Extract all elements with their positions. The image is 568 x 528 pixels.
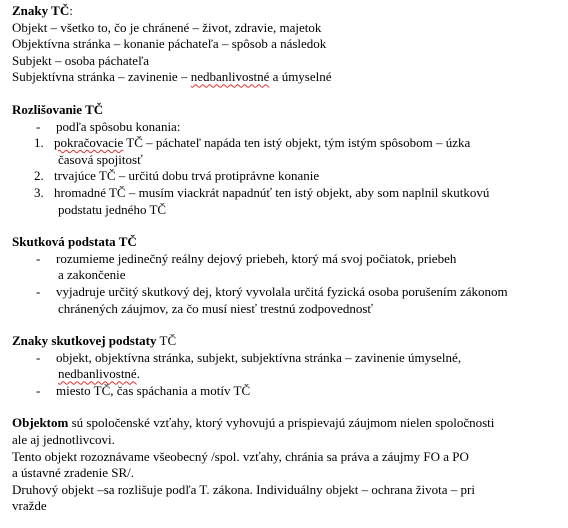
paragraph-line: ale aj jednotlivcovi.	[12, 432, 115, 448]
list-item-text: rozumieme jedinečný reálny dejový priebeh, ktorý má svoj počiatok, priebeh	[56, 250, 457, 266]
list-item-text: trvajúce TČ – určitú dobu trvá protiprávne konanie	[54, 168, 320, 184]
section-heading-rozlisovanie: Rozlišovanie TČ	[12, 101, 104, 117]
paragraph-line: Objekt – všetko to, čo je chránené – život, zdravie, majetok	[12, 19, 322, 35]
paragraph-line: a ústavné zradenie SR/.	[12, 465, 135, 481]
heading-suffix: :	[69, 3, 73, 18]
paragraph-line	[12, 415, 564, 432]
text-segment: sú spoločenské vzťahy, ktorý vyhovujú a prispievajú záujmom nielen spoločnosti	[68, 415, 495, 431]
list-item-continuation: chránených záujmov, za čo musí niesť trestnú zodpovednosť	[58, 300, 373, 316]
spellcheck-flagged-word[interactable]: pokračovacie	[54, 135, 124, 151]
list-item-text: hromadné TČ – musím viackrát napadnúť ten istý objekt, aby som naplnil skutkovú	[54, 184, 490, 200]
paragraph-line	[12, 69, 564, 86]
list-item-continuation: a zakončenie	[58, 267, 126, 283]
list-bullet-dash: -	[36, 118, 41, 134]
list-number: 3.	[34, 184, 44, 200]
list-number: 2.	[34, 168, 44, 184]
list-item-text: miesto TČ, čas spáchania a motív TČ	[56, 382, 251, 398]
blank-line	[12, 399, 564, 415]
section-heading-znaky-sk	[12, 333, 564, 350]
text-segment: TČ – páchateľ napáda ten istý objekt, tým istým spôsobom – úzka	[123, 135, 471, 151]
text-segment: .	[136, 366, 140, 382]
heading-suffix: TČ	[156, 333, 177, 349]
list-item-continuation: podstatu jedného TČ	[58, 201, 167, 217]
spellcheck-flagged-word[interactable]: nedbanlivostné	[58, 366, 137, 382]
list-item-continuation	[12, 366, 564, 383]
blank-line	[12, 317, 564, 333]
list-item-text: podľa spôsobu konania:	[56, 118, 181, 134]
list-item	[12, 284, 564, 301]
text-segment: Subjektívna stránka – zavinenie –	[12, 69, 191, 85]
list-item	[12, 383, 564, 400]
list-bullet-dash: -	[36, 382, 41, 398]
list-bullet-dash: -	[36, 349, 41, 365]
list-item-text: objekt, objektívna stránka, subjekt, subjektívna stránka – zavinenie úmyselné,	[56, 349, 462, 365]
paragraph-line: vražde	[12, 498, 47, 514]
list-item	[12, 350, 564, 367]
blank-line	[12, 86, 564, 102]
list-bullet-dash: -	[36, 250, 41, 266]
blank-line	[12, 218, 564, 234]
text-segment: a úmyselné	[269, 69, 332, 85]
list-item	[12, 135, 564, 152]
heading-text: Znaky TČ	[12, 3, 70, 18]
list-item	[12, 251, 564, 268]
spellcheck-flagged-word[interactable]: nedbanlivostné	[190, 69, 270, 85]
list-item	[12, 119, 564, 136]
list-item-continuation: časová spojitosť	[58, 151, 143, 167]
paragraph-line: Objektívna stránka – konanie páchateľa – spôsob a následok	[12, 36, 327, 52]
list-bullet-dash: -	[36, 283, 41, 299]
list-item	[12, 185, 564, 202]
list-item	[12, 168, 564, 185]
section-heading-skutkova: Skutková podstata TČ	[12, 234, 137, 250]
inline-bold-term: Objektom	[12, 415, 69, 431]
heading-text: Znaky skutkovej podstaty	[12, 333, 157, 349]
document-page	[12, 3, 564, 515]
paragraph-line: Druhový objekt –sa rozlišuje podľa T. zákona. Individuálny objekt – ochrana života – pri	[12, 481, 475, 497]
list-item-text	[54, 135, 470, 152]
section-heading-znaky	[12, 3, 564, 20]
list-item-text: vyjadruje určitý skutkový dej, ktorý vyvolala určitá fyzická osoba porušením zákonom	[56, 283, 508, 299]
paragraph-line: Tento objekt rozoznávame všeobecný /spol. vzťahy, chránia sa práva a záujmy FO a PO	[12, 448, 469, 464]
paragraph-line: Subjekt – osoba páchateľa	[12, 52, 150, 68]
list-number: 1.	[34, 135, 44, 151]
